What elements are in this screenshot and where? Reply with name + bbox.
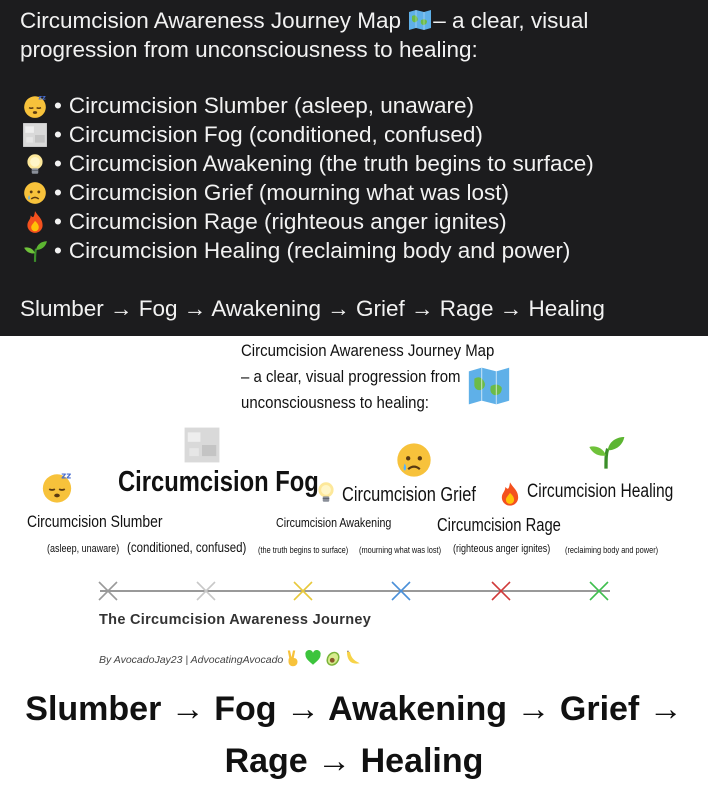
- text-post: [0, 0, 708, 336]
- stage-name-awakening: Circumcision Awakening: [276, 515, 392, 530]
- timeline-marker: [390, 580, 412, 602]
- byline: By AvocadoJay23 | AdvocatingAvocado: [99, 654, 284, 666]
- world-map-icon: [407, 8, 433, 32]
- big-flow-line2: Rage → Healing: [224, 742, 484, 780]
- timeline-marker: [292, 580, 314, 602]
- stage-list: [20, 91, 594, 265]
- seedling-icon: [582, 432, 630, 472]
- avocado-icon: [324, 649, 342, 667]
- list-item: [20, 120, 594, 149]
- infographic: [0, 336, 708, 800]
- fire-icon: [22, 209, 48, 235]
- post-title-text: Circumcision Awareness Journey Map: [20, 8, 401, 33]
- stage-name-slumber: Circumcision Slumber: [27, 512, 163, 531]
- stage-desc-rage: (righteous anger ignites): [453, 543, 551, 555]
- timeline-marker: [588, 580, 610, 602]
- bullet: •: [54, 209, 62, 234]
- post-flow-summary: Slumber → Fog → Awakening → Grief → Rage → Healing: [20, 296, 605, 321]
- timeline-marker: [97, 580, 119, 602]
- bullet: •: [54, 238, 62, 263]
- stage-desc-awakening: (the truth begins to surface): [258, 545, 349, 555]
- light-bulb-icon: [22, 151, 48, 177]
- stage-label: Circumcision Healing (reclaiming body and power): [68, 238, 571, 263]
- timeline-marker: [490, 580, 512, 602]
- stage-label: Circumcision Fog (conditioned, confused): [68, 122, 483, 147]
- list-item: [20, 236, 594, 265]
- bullet: •: [54, 151, 62, 176]
- timeline-line: [100, 590, 610, 592]
- stage-label: Circumcision Grief (mourning what was lost): [68, 180, 510, 205]
- stage-label: Circumcision Awakening (the truth begins to surface): [68, 151, 594, 176]
- list-item: [20, 91, 594, 120]
- timeline-marker: [195, 580, 217, 602]
- crying-face-icon: [394, 440, 434, 480]
- infographic-title-line1: Circumcision Awareness Journey Map: [241, 341, 495, 360]
- infographic-title: [241, 338, 495, 416]
- fog-icon: [22, 122, 48, 148]
- infographic-title-line2: – a clear, visual progression from: [241, 367, 461, 386]
- stage-name-fog: Circumcision Fog: [118, 466, 319, 498]
- world-map-icon: [464, 364, 514, 408]
- post-title-line2: progression from unconsciousness to healing:: [20, 37, 478, 62]
- stage-name-grief: Circumcision Grief: [342, 484, 476, 506]
- stage-desc-grief: (mourning what was lost): [359, 545, 442, 555]
- list-item: [20, 207, 594, 236]
- fog-icon: [183, 426, 221, 464]
- post-title-text-rest: – a clear, visual: [433, 8, 589, 33]
- seedling-icon: [22, 238, 48, 264]
- stage-name-healing: Circumcision Healing: [527, 481, 674, 502]
- bullet: •: [54, 122, 62, 147]
- byline-emojis: [284, 649, 362, 667]
- victory-hand-icon: [284, 649, 302, 667]
- list-item: [20, 149, 594, 178]
- bullet: •: [54, 93, 62, 118]
- green-heart-icon: [304, 649, 322, 667]
- stage-label: Circumcision Rage (righteous anger ignites): [68, 209, 507, 234]
- bullet: •: [54, 180, 62, 205]
- stage-name-rage: Circumcision Rage: [437, 515, 561, 535]
- banana-icon: [344, 649, 362, 667]
- sleeping-face-icon: [40, 470, 74, 504]
- fire-icon: [496, 479, 524, 509]
- list-item: [20, 178, 594, 207]
- stage-desc-healing: (reclaiming body and power): [565, 545, 659, 555]
- infographic-title-line3: unconsciousness to healing:: [241, 393, 429, 412]
- sleeping-face-icon: [22, 93, 48, 119]
- stage-desc-fog: (conditioned, confused): [127, 539, 247, 555]
- post-title: [20, 6, 680, 64]
- big-flow-line1: Slumber → Fog → Awakening → Grief →: [25, 690, 683, 728]
- stage-label: Circumcision Slumber (asleep, unaware): [68, 93, 475, 118]
- journey-title: The Circumcision Awareness Journey: [99, 612, 372, 628]
- stage-desc-slumber: (asleep, unaware): [47, 543, 120, 555]
- crying-face-icon: [22, 180, 48, 206]
